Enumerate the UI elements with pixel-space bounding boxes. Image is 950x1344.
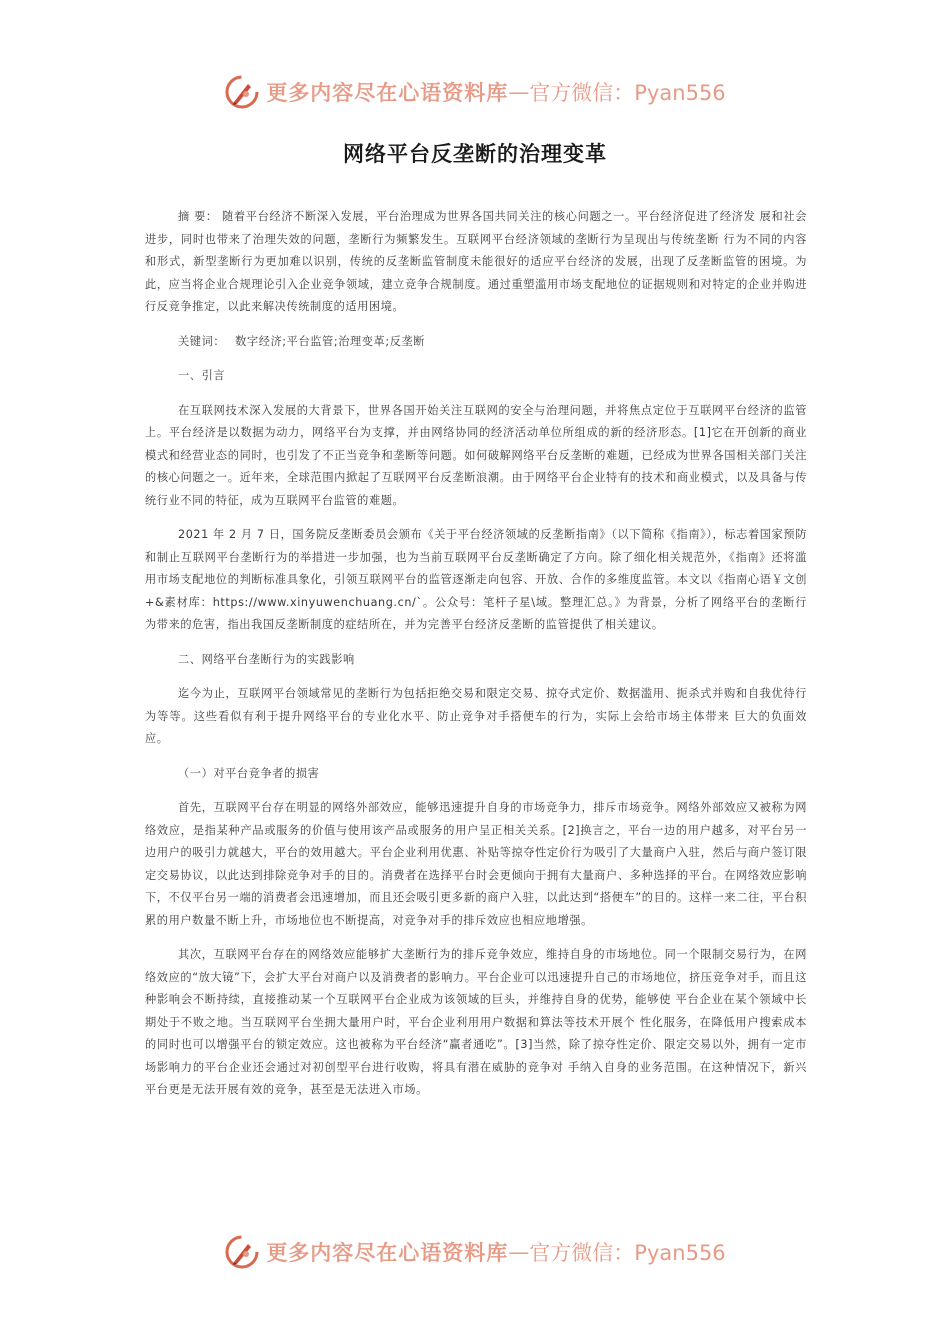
keywords-line [145,331,807,354]
watermark-banner-top [0,70,950,114]
subsection-heading-competitors: （一）对平台竞争者的损害 [178,766,320,780]
pen-logo-icon [224,74,260,110]
intro-paragraph-2: 2021 年 2 月 7 日，国务院反垄断委员会颁布《关于平台经济领域的反垄断指南》（以下简称《指南》），标志着国家预防和制止互联网平台垄断行为的举措进一步加强，也为当前互联网平台反垄断确定了方向。除了细化相关规范外，《指南》还将滥用市场支配地位的判断标准具象化，引领互联网平台的监管逐渐走向包容、开放、合作的多维度监管。本文以《指南心语￥文创+&素材库：https://www.xinyuwenchuang.cn/`。公众号：笔杆子星\域。整理汇总。》为背景，分析了网络平台的垄断行为带来的危害，指出我国反垄断制度的症结所在，并为完善平台经济反垄断的监管提供了相关建议。 [145,528,807,631]
keywords-text: 数字经济;平台监管;治理变革;反垄断 [235,334,426,348]
pen-logo-icon [224,1234,260,1270]
banner-main-text: 更多内容尽在心语资料库 [266,80,509,105]
keywords-label: 关键词： [178,334,226,348]
document-body [145,206,807,1102]
banner-dash: — [508,80,530,104]
document-title: 网络平台反垄断的治理变革 [343,142,607,166]
section-heading-intro: 一、引言 [178,369,226,382]
banner-wechat-text: 官方微信：Pyan556 [529,1241,726,1265]
impact-paragraph-1: 迄今为止，互联网平台领域常见的垄断行为包括拒绝交易和限定交易、掠夺式定价、数据滥用、扼杀式并购和自我优待行为等等。这些看似有利于提升网络平台的专业化水平、防止竞争对手搭便车的行为，实际上会给市场主体带来 巨大的负面效应。 [145,687,807,745]
banner-main-text: 更多内容尽在心语资料库 [266,1240,509,1265]
impact-paragraph-3: 其次，互联网平台存在的网络效应能够扩大垄断行为的排斥竞争效应，维持自身的市场地位。同一个限制交易行为，在网络效应的“放大镜”下，会扩大平台对商户以及消费者的影响力。平台企业可以迅速提升自己的市场地位，挤压竞争对手，而且这种影响会不断持续，直接推动某一个互联网平台企业成为该领域的巨头，并维持自身的优势，能够使 平台企业在某个领域中长期处于不败之地。当互联网平台坐拥大量用户时，平台企业利用用户数据和算法等技术开展个 性化服务，在降低用户搜索成本的同时也可以增强平台的锁定效应。这也被称为平台经济“赢者通吃”。[3]当然，除了掠夺性定价、限定交易以外，拥有一定市场影响力的平台企业还会通过对初创型平台进行收购，将具有潜在威胁的竞争对 手纳入自身的业务范围。在这种情况下，新兴平台更是无法开展有效的竞争，甚至是无法进入市场。 [145,948,807,1096]
banner-dash: — [508,1240,530,1264]
intro-paragraph-1: 在互联网技术深入发展的大背景下，世界各国开始关注互联网的安全与治理问题，并将焦点定位于互联网平台经济的监管上。平台经济是以数据为动力，网络平台为支撑，并由网络协同的经济活动单位所组成的新的经济形态。[1]它在开创新的商业模式和经营业态的同时，也引发了不正当竞争和垄断等问题。如何破解网络平台反垄断的难题，已经成为世界各国相关部门关注的核心问题之一。近年来，全球范围内掀起了互联网平台反垄断浪潮。由于网络平台企业特有的技术和商业模式，以及具备与传统行业不同的特征，成为互联网平台监管的难题。 [145,403,807,507]
section-heading-impact: 二、网络平台垄断行为的实践影响 [178,652,355,666]
abstract-paragraph: 摘 要： 随着平台经济不断深入发展，平台治理成为世界各国共同关注的核心问题之一。平台经济促进了经济发 展和社会进步，同时也带来了治理失效的问题，垄断行为频繁发生。互联网平台经济领域的垄断行为呈现出与传统垄断 行为不同的内容和形式，新型垄断行为更加难以识别，传统的反垄断监管制度未能很好的适应平台经济的发展，出现了反垄断监管的困境。为此，应当将企业合规理论引入企业竞争领域，建立竞争合规制度。通过重塑滥用市场支配地位的证据规则和对特定的企业并购进行反竞争推定，以此来解决传统制度的适用困境。 [145,210,807,313]
impact-paragraph-2: 首先，互联网平台存在明显的网络外部效应，能够迅速提升自身的市场竞争力，排斥市场竞争。网络外部效应又被称为网络效应，是指某种产品或服务的价值与使用该产品或服务的用户呈正相关关系。[2]换言之，平台一边的用户越多，对平台另一边用户的吸引力就越大，平台的效用越大。平台企业利用优惠、补贴等掠夺性定价行为吸引了大量商户入驻，然后与商户签订限定交易协议，以此达到排除竞争对手的目的。消费者在选择平台时会更倾向于拥有大量商户、多种选择的平台。在网络效应影响下，不仅平台另一端的消费者会迅速增加，而且还会吸引更多新的商户入驻，以此达到“搭便车”的目的。这样一来二往，平台积累的用户数量不断上升，市场地位也不断提高，对竞争对手的排斥效应也相应地增强。 [145,801,807,927]
banner-wechat-text: 官方微信：Pyan556 [529,81,726,105]
watermark-banner-bottom [0,1230,950,1274]
